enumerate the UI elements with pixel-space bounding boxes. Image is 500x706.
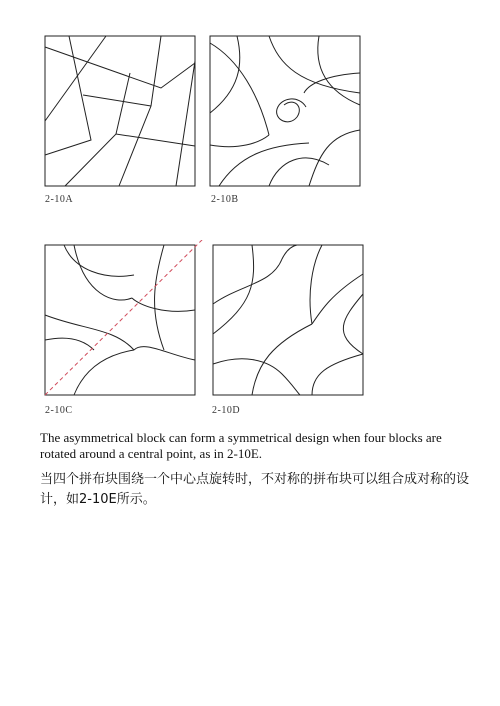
curve-arc [269,158,329,186]
figure-caption: 2-10A [45,194,74,205]
pinwheel-line [119,36,161,186]
curve-arc [312,354,363,395]
curve-arc [64,245,134,276]
curve-arc [304,73,360,93]
curve-arc [155,245,164,350]
block-outline [213,245,363,395]
english-paragraph: The asymmetrical block can form a symmetrical design when four blocks are rotated around a central point, as in 2-10E. [40,430,442,461]
curve-arc [252,324,312,395]
curve-arc [312,274,363,324]
figure-2-10d [212,244,364,396]
pinwheel-line [83,95,151,106]
pinwheel-line [176,61,195,186]
curve-arc [74,245,132,300]
figure-caption: 2-10B [211,194,239,205]
pinwheel-line [116,73,130,134]
figure-2-10a [44,35,196,187]
curve-arc [74,350,134,395]
curve-arc [318,36,360,105]
pinwheel-line [45,47,195,88]
curve-arc [269,36,360,93]
curve-arc [219,143,309,186]
curve-arc [210,36,240,113]
curve-arc [213,245,254,334]
figure-caption: 2-10C [45,405,73,416]
curve-arc [213,245,297,304]
curve-arc [309,130,360,186]
chinese-paragraph: 当四个拼布块围绕一个中心点旋转时，不对称的拼布块可以组合成对称的设计，如2-10E所示。 [40,472,470,507]
figure-2-10b [209,35,361,187]
curve-arc [343,294,363,354]
block-outline [45,36,195,186]
curve-arc [134,347,195,360]
curve-arc [210,135,269,147]
swirl-center [277,99,306,122]
curve-arc [45,338,94,350]
figure-2-10c [44,240,209,405]
figure-caption: 2-10D [212,405,241,416]
pinwheel-line [45,36,106,121]
diagonal-guide [45,240,207,395]
block-outline [210,36,360,186]
